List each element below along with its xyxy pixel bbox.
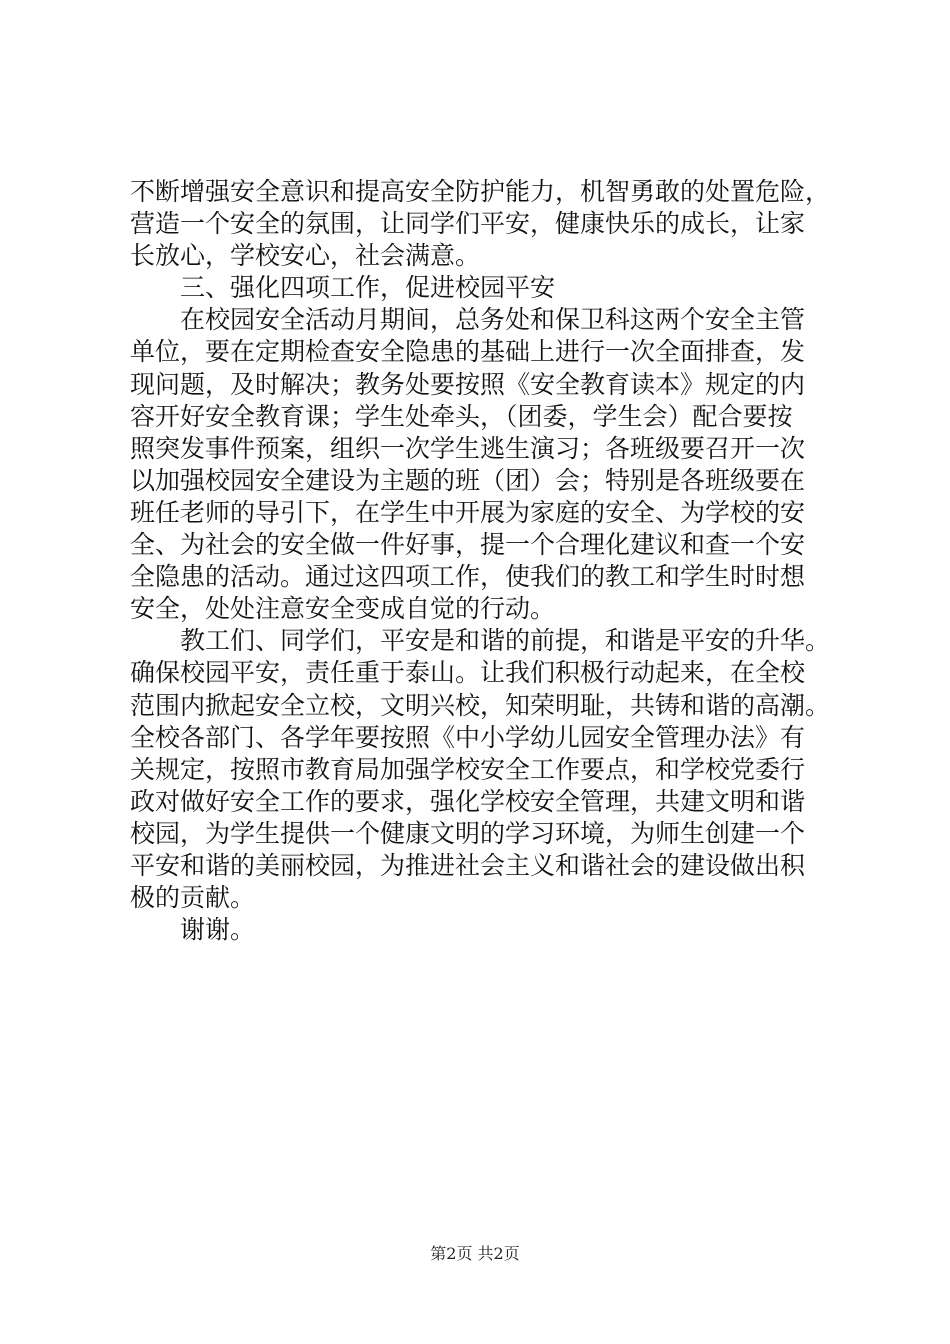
body-line: 全、为社会的安全做一件好事，提一个合理化建议和查一个安 xyxy=(130,530,806,560)
body-line: 现问题，及时解决；教务处要按照《安全教育读本》规定的内 xyxy=(130,369,806,399)
body-line: 照突发事件预案，组织一次学生逃生演习；各班级要召开一次 xyxy=(130,433,806,463)
body-line: 长放心，学校安心，社会满意。 xyxy=(130,241,481,271)
body-line: 营造一个安全的氛围，让同学们平安，健康快乐的成长，让家 xyxy=(130,209,806,239)
body-line: 全校各部门、各学年要按照《中小学幼儿园安全管理办法》有 xyxy=(130,722,806,752)
body-line: 单位，要在定期检查安全隐患的基础上进行一次全面排查，发 xyxy=(130,337,806,367)
page-number-footer: 第2页 共2页 xyxy=(430,1244,520,1263)
body-line: 范围内掀起安全立校，文明兴校，知荣明耻，共铸和谐的高潮。 xyxy=(130,690,831,720)
body-line: 不断增强安全意识和提高安全防护能力，机智勇敢的处置危险， xyxy=(130,177,831,206)
body-line: 校园，为学生提供一个健康文明的学习环境，为师生创建一个 xyxy=(130,818,806,848)
body-line: 全隐患的活动。通过这四项工作，使我们的教工和学生时时想 xyxy=(130,562,806,592)
closing-line: 谢谢。 xyxy=(180,915,256,945)
body-line: 以加强校园安全建设为主题的班（团）会；特别是各班级要在 xyxy=(130,465,806,495)
body-line: 确保校园平安，责任重于泰山。让我们积极行动起来，在全校 xyxy=(130,658,806,688)
document-body xyxy=(130,176,860,946)
body-line: 容开好安全教育课；学生处牵头，（团委，学生会）配合要按 xyxy=(130,401,793,431)
body-line: 教工们、同学们，平安是和谐的前提，和谐是平安的升华。 xyxy=(180,626,831,656)
body-line: 安全，处处注意安全变成自觉的行动。 xyxy=(130,594,556,624)
body-line: 极的贡献。 xyxy=(130,883,256,913)
body-line: 关规定，按照市教育局加强学校安全工作要点，和学校党委行 xyxy=(130,754,806,784)
body-line: 政对做好安全工作的要求，强化学校安全管理，共建文明和谐 xyxy=(130,786,806,816)
body-line: 班任老师的导引下，在学生中开展为家庭的安全、为学校的安 xyxy=(130,497,806,527)
body-line: 在校园安全活动月期间，总务处和保卫科这两个安全主管 xyxy=(180,305,806,335)
body-line: 平安和谐的美丽校园，为推进社会主义和谐社会的建设做出积 xyxy=(130,850,806,880)
section-heading: 三、强化四项工作，促进校园平安 xyxy=(180,273,556,303)
